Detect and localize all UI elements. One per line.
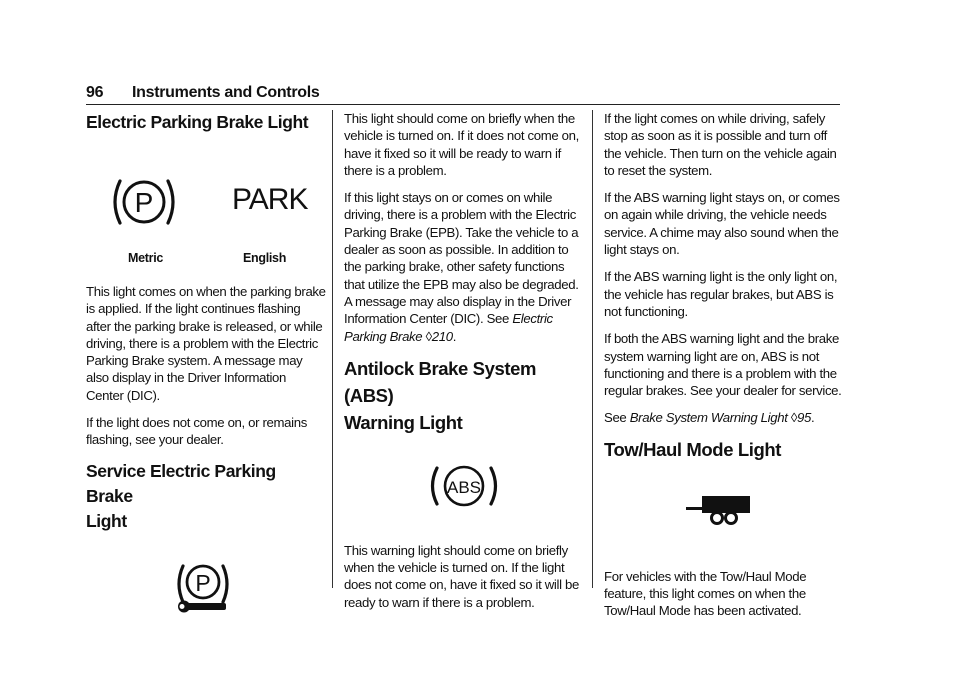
page-ref-icon: ◊	[425, 328, 432, 344]
sentence-end: .	[452, 328, 457, 344]
parking-brake-english-icon: PARK	[232, 183, 308, 216]
abs-paragraph-4: If the ABS warning light is the only light on, the vehicle has regular brakes, but ABS is not functioning.	[604, 269, 838, 319]
epb-paragraph-5	[344, 293, 584, 345]
tow-haul-paragraph: For vehicles with the Tow/Haul Mode feature, this light comes on when the Tow/Haul Mode has been activated.	[604, 568, 807, 619]
epb-heading: Electric Parking Brake Light	[86, 112, 309, 132]
page-header	[86, 84, 840, 105]
abs-paragraph-1: This warning light should come on briefly when the vehicle is turned on. If the light does not come on, have it fixed so it will be ready to warn if there is a problem.	[344, 542, 579, 610]
column-1	[86, 110, 326, 618]
see-text: See	[604, 410, 630, 426]
section-title: Instruments and Controls	[132, 84, 320, 101]
sentence-end: .	[810, 410, 815, 426]
epb-paragraph-2: If the light does not come on, or remains flashing, see your dealer.	[86, 415, 307, 448]
column-divider	[592, 110, 593, 588]
epb-paragraph-4: If this light stays on or comes on while driving, there is a problem with the Electric Parking Brake (EPB). Take the vehicle to a dealer as soon as possible. In addition to the parking brake, other safety functions that utilize the EPB may also be degraded.	[344, 190, 579, 292]
brake-warning-reference-page[interactable]: 95	[797, 410, 811, 426]
service-epb-heading	[86, 459, 326, 534]
column-3	[604, 110, 844, 630]
tow-haul-icon	[684, 494, 756, 526]
abs-paragraph-3: If the ABS warning light stays on, or comes on again while driving, the vehicle needs service. A chime may also sound when the light stays on.	[604, 190, 840, 258]
service-epb-heading-line1: Service Electric Parking Brake	[86, 460, 276, 506]
epb-reference-link[interactable]: Electric Parking Brake	[344, 311, 553, 344]
page-ref-icon: ◊	[790, 410, 798, 426]
page-number: 96	[86, 84, 104, 101]
abs-heading-line1: Antilock Brake System (ABS)	[344, 357, 537, 406]
abs-heading	[344, 355, 584, 436]
epb-paragraph-3: This light should come on briefly when the vehicle is turned on. If it does not come on, have it fixed so it will be ready to warn if there is a problem.	[344, 111, 579, 178]
abs-warning-icon	[428, 464, 500, 508]
column-2	[344, 110, 584, 621]
abs-paragraph-5: If both the ABS warning light and the brake system warning light are on, ABS is not functioning and there is a problem with the regular brakes. See your dealer for service.	[604, 331, 842, 399]
service-parking-brake-icon	[176, 560, 230, 618]
abs-icon-text: ABS	[446, 477, 482, 497]
abs-heading-line2: Warning Light	[344, 411, 463, 433]
column-divider	[332, 110, 333, 588]
abs-paragraph-2: If the light comes on while driving, safely stop as soon as it is possible and turn off the vehicle. Then turn on the vehicle again to reset the system.	[604, 111, 837, 178]
parking-brake-metric-icon	[110, 175, 178, 229]
epb-icon-area	[86, 135, 326, 283]
english-caption: English	[243, 251, 287, 265]
epb-dic-text: A message may also display in the Driver Information Center (DIC). See	[344, 293, 572, 327]
abs-paragraph-6	[604, 409, 844, 426]
metric-caption: Metric	[128, 251, 164, 265]
tow-haul-heading: Tow/Haul Mode Light	[604, 438, 782, 460]
metric-icon-glyph: P	[134, 187, 154, 218]
service-epb-heading-line2: Light	[86, 510, 127, 531]
epb-reference-page[interactable]: 210	[431, 328, 453, 344]
service-icon-glyph: P	[195, 569, 211, 596]
brake-warning-reference-link[interactable]: Brake System Warning Light	[629, 410, 788, 426]
epb-paragraph-1: This light comes on when the parking brake is applied. If the light continues flashing after the parking brake is released, or while driving, there is a problem with the Electric Parking Brake system. A message may also display in the Driver Information Center (DIC).	[86, 284, 326, 403]
